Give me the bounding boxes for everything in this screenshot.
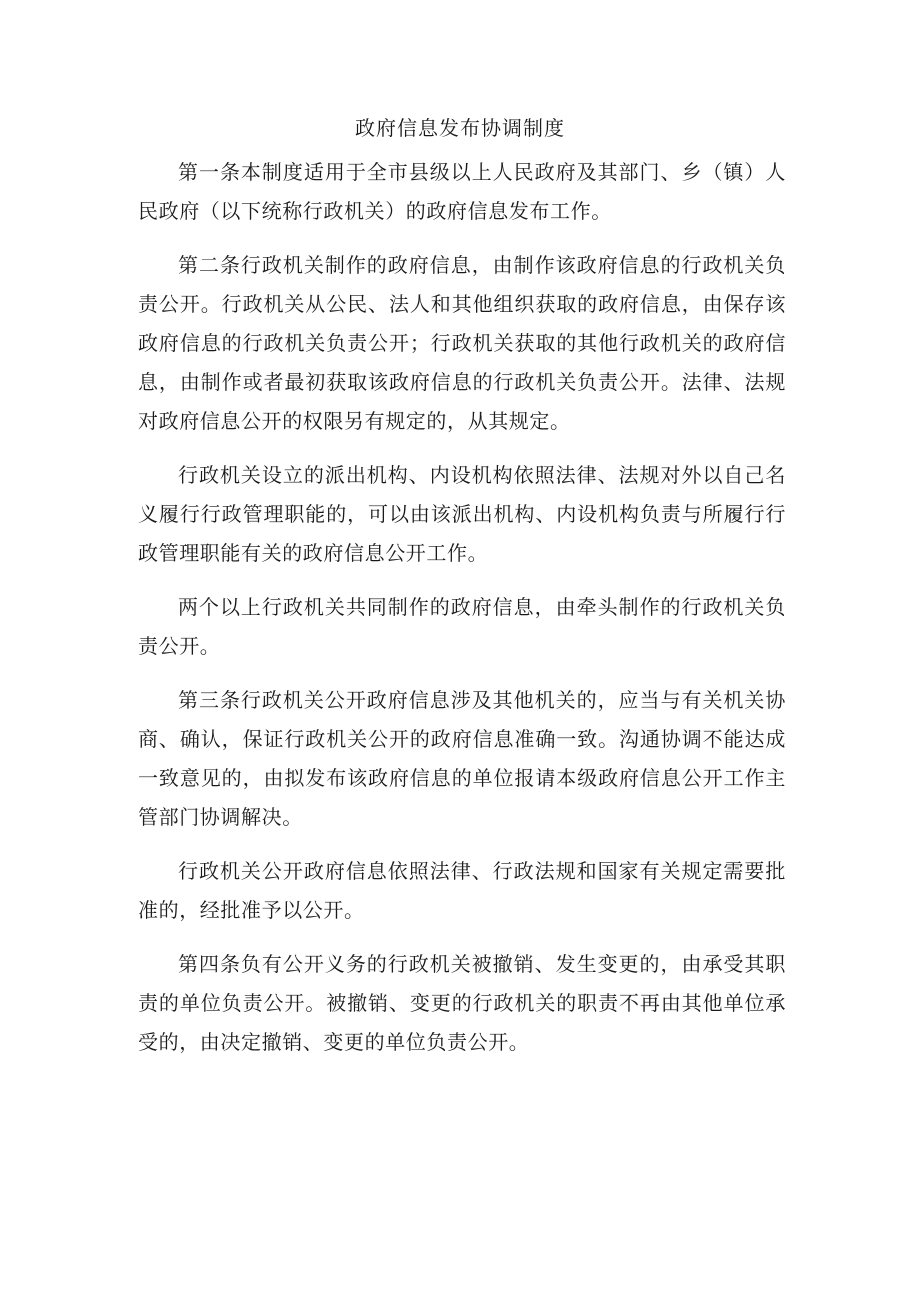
paragraph-article-3: 第三条行政机关公开政府信息涉及其他机关的，应当与有关机关协商、确认，保证行政机关公开的政府信息准确一致。沟通协调不能达成一致意见的，由拟发布该政府信息的单位报请本级政府信息公开工作主管部门协调解决。 — [138, 688, 786, 829]
paragraph-approval: 行政机关公开政府信息依照法律、行政法规和国家有关规定需要批准的，经批准予以公开。 — [138, 859, 786, 922]
document-body — [138, 153, 786, 1077]
paragraph-joint-production: 两个以上行政机关共同制作的政府信息，由牵头制作的行政机关负责公开。 — [138, 595, 786, 658]
paragraph-article-2: 第二条行政机关制作的政府信息，由制作该政府信息的行政机关负责公开。行政机关从公民、法人和其他组织获取的政府信息，由保存该政府信息的行政机关负责公开；行政机关获取的其他行政机关的政府信息，由制作或者最初获取该政府信息的行政机关负责公开。法律、法规对政府信息公开的权限另有规定的，从其规定。 — [138, 253, 786, 433]
document-title: 政府信息发布协调制度 — [355, 116, 565, 140]
paragraph-article-4: 第四条负有公开义务的行政机关被撤销、发生变更的，由承受其职责的单位负责公开。被撤销、变更的行政机关的职责不再由其他单位承受的，由决定撤销、变更的单位负责公开。 — [138, 952, 786, 1054]
paragraph-dispatched-agencies: 行政机关设立的派出机构、内设机构依照法律、法规对外以自己名义履行行政管理职能的，可以由该派出机构、内设机构负责与所履行行政管理职能有关的政府信息公开工作。 — [138, 463, 786, 565]
paragraph-article-1: 第一条本制度适用于全市县级以上人民政府及其部门、乡（镇）人民政府（以下统称行政机关）的政府信息发布工作。 — [138, 160, 786, 223]
